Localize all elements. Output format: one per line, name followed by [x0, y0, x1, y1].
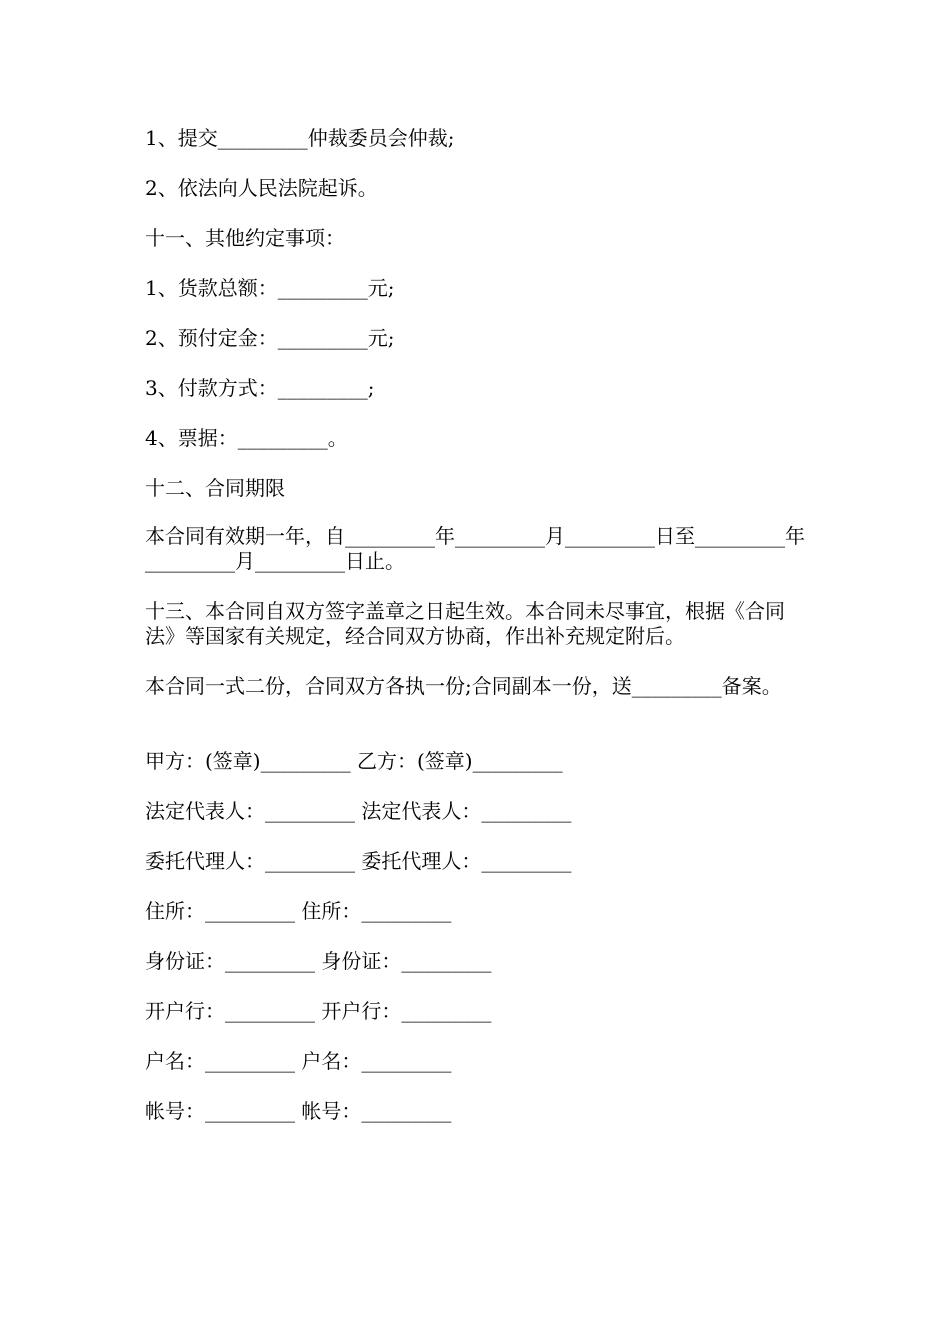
invoice-line: 4、票据：_________。	[145, 426, 348, 450]
signature-line: 甲方：(签章)_________ 乙方：(签章)_________	[145, 749, 563, 773]
address-line: 住所：_________ 住所：_________	[145, 899, 452, 923]
section-12-heading: 十二、合同期限	[145, 476, 285, 500]
arbitration-option: 1、提交_________仲裁委员会仲裁;	[145, 126, 455, 150]
section-11-heading: 十一、其他约定事项：	[145, 226, 345, 250]
copies-paragraph: 本合同一式二份，合同双方各执一份;合同副本一份，送_________备案。	[145, 674, 782, 698]
bank-line: 开户行：_________ 开户行：_________	[145, 999, 492, 1023]
authorized-agent-line: 委托代理人：_________ 委托代理人：_________	[145, 849, 572, 873]
deposit-line: 2、预付定金：_________元;	[145, 326, 395, 350]
section-13-paragraph: 十三、本合同自双方签字盖章之日起生效。本合同未尽事宜，根据《合同法》等国家有关规定，经合同双方协商，作出补充规定附后。	[145, 599, 785, 648]
contract-term-paragraph: 本合同有效期一年，自_________年_________月_________日至_________年_________月_________日止。	[145, 524, 805, 573]
id-card-line: 身份证：_________ 身份证：_________	[145, 949, 492, 973]
account-number-line: 帐号：_________ 帐号：_________	[145, 1099, 452, 1123]
legal-representative-line: 法定代表人：_________ 法定代表人：_________	[145, 799, 572, 823]
account-name-line: 户名：_________ 户名：_________	[145, 1049, 452, 1073]
payment-method-line: 3、付款方式：_________;	[145, 376, 375, 400]
total-payment-line: 1、货款总额：_________元;	[145, 276, 395, 300]
court-option: 2、依法向人民法院起诉。	[145, 176, 378, 200]
